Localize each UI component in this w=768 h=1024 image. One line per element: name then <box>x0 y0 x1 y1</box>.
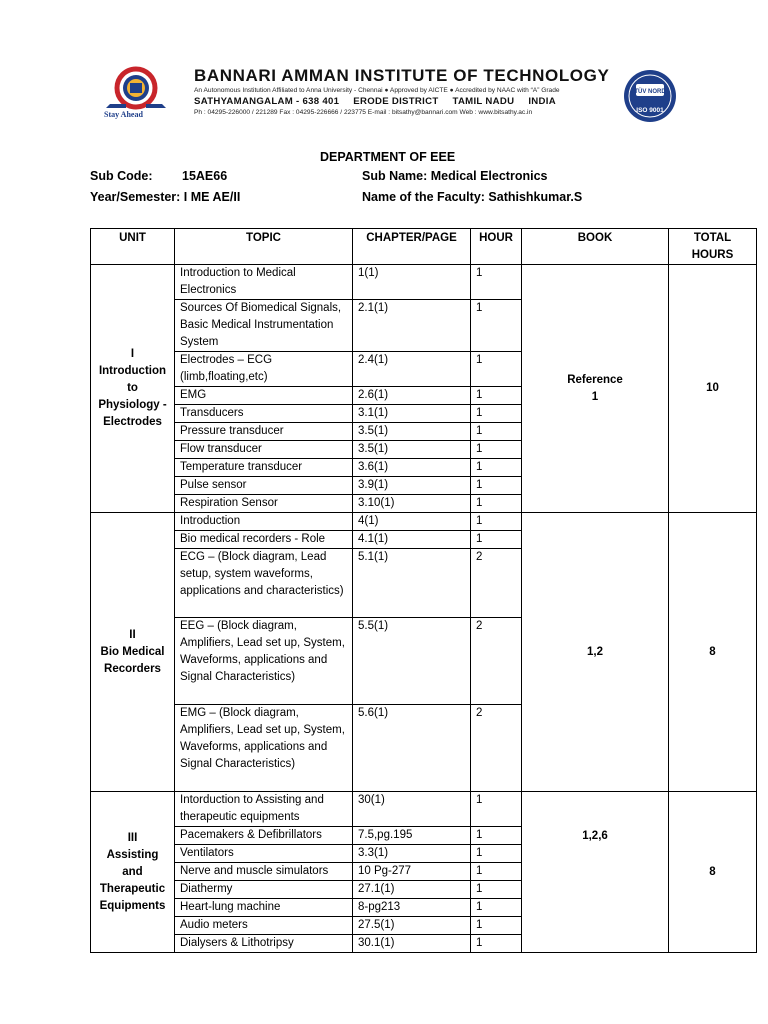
topic-cell: Diathermy <box>175 881 353 899</box>
institute-logo <box>96 64 178 124</box>
book-cell-continued <box>522 881 669 953</box>
topic-cell: Nerve and muscle simulators <box>175 863 353 881</box>
hour-cell: 1 <box>471 441 522 459</box>
unit-title-line: Equipments <box>99 899 166 912</box>
total-hours-cell: 8 <box>669 792 757 953</box>
hour-cell: 1 <box>471 827 522 845</box>
column-header-book: BOOK <box>522 229 669 265</box>
hour-cell: 1 <box>471 792 522 827</box>
faculty-name: Name of the Faculty: Sathishkumar.S <box>362 190 583 204</box>
unit-title-line: Introduction <box>98 365 167 377</box>
chapter-cell: 27.1(1) <box>353 881 471 899</box>
address-district: ERODE DISTRICT <box>353 96 439 107</box>
unit-cell <box>91 265 175 513</box>
chapter-cell: 3.5(1) <box>353 423 471 441</box>
book-line: 1 <box>591 390 599 403</box>
topic-cell: Electrodes – ECG (limb,floating,etc) <box>175 352 353 387</box>
address-town: SATHYAMANGALAM - 638 401 <box>194 96 340 107</box>
topic-cell: Flow transducer <box>175 441 353 459</box>
topic-cell: Ventilators <box>175 845 353 863</box>
topic-cell: Bio medical recorders - Role <box>175 531 353 549</box>
hour-cell: 1 <box>471 845 522 863</box>
chapter-cell: 30(1) <box>353 792 471 827</box>
unit-title-line: Physiology - <box>98 399 167 411</box>
topic-cell: Pulse sensor <box>175 477 353 495</box>
chapter-cell: 5.5(1) <box>353 618 471 705</box>
chapter-cell: 2.1(1) <box>353 300 471 352</box>
hour-cell: 2 <box>471 549 522 618</box>
table-row <box>91 265 757 300</box>
chapter-cell: 2.4(1) <box>353 352 471 387</box>
topic-cell: Transducers <box>175 405 353 423</box>
logo-motto: Stay Ahead <box>104 110 143 119</box>
institution-name: BANNARI AMMAN INSTITUTE OF TECHNOLOGY <box>194 66 610 85</box>
contact-line: Ph : 04295-226000 / 221289 Fax : 04295-226666 / 223775 E-mail : bitsathy@bannari.com Web : www.bitsathy.ac.in <box>194 109 533 116</box>
subject-name: Sub Name: Medical Electronics <box>362 169 548 183</box>
hour-cell: 1 <box>471 477 522 495</box>
sub-code-label: Sub Code: <box>90 169 153 183</box>
hour-cell: 1 <box>471 899 522 917</box>
address-state: TAMIL NADU <box>452 96 515 107</box>
unit-label: III <box>127 831 138 844</box>
book-cell <box>522 265 669 513</box>
unit-title-line: Electrodes <box>103 416 162 428</box>
hour-cell: 1 <box>471 387 522 405</box>
chapter-cell: 7.5,pg.195 <box>353 827 471 845</box>
hour-cell: 1 <box>471 863 522 881</box>
topic-cell: EMG <box>175 387 353 405</box>
topic-cell: ECG – (Block diagram, Lead setup, system waveforms, applications and characteristics) <box>175 549 353 618</box>
chapter-cell: 3.10(1) <box>353 495 471 513</box>
topic-cell: Introduction <box>175 513 353 531</box>
unit-title-line: to <box>127 382 138 394</box>
total-hours-cell: 10 <box>669 265 757 513</box>
column-header-topic: TOPIC <box>175 229 353 265</box>
book-line: Reference <box>567 373 623 386</box>
badge-top-text: TÜV NORD <box>634 89 666 95</box>
chapter-cell: 4.1(1) <box>353 531 471 549</box>
chapter-cell: 5.6(1) <box>353 705 471 792</box>
table-row <box>91 881 757 899</box>
topic-cell: EMG – (Block diagram, Amplifiers, Lead set up, System, Waveforms, applications and Signal Characteristics) <box>175 705 353 792</box>
hour-cell: 2 <box>471 705 522 792</box>
syllabus-table <box>90 228 757 953</box>
hour-cell: 1 <box>471 300 522 352</box>
table-row <box>91 513 757 531</box>
hour-cell: 1 <box>471 265 522 300</box>
affiliation-line: An Autonomous Institution Affiliated to Anna University - Chennai ● Approved by AICTE ● Accredited by NAAC with “A” Grade <box>194 87 560 94</box>
year-semester: Year/Semester: I ME AE/II <box>90 190 241 204</box>
book-cell: 1,2,6 <box>522 792 669 881</box>
hour-cell: 1 <box>471 459 522 477</box>
table-header-row <box>91 229 757 265</box>
badge-bottom-text: ISO 9001 <box>636 107 664 114</box>
hour-cell: 1 <box>471 531 522 549</box>
chapter-cell: 8-pg213 <box>353 899 471 917</box>
chapter-cell: 3.9(1) <box>353 477 471 495</box>
chapter-cell: 4(1) <box>353 513 471 531</box>
letterhead <box>96 64 682 126</box>
unit-cell <box>91 513 175 792</box>
topic-cell: Heart-lung machine <box>175 899 353 917</box>
topic-cell: Pacemakers & Defibrillators <box>175 827 353 845</box>
topic-cell: Respiration Sensor <box>175 495 353 513</box>
topic-cell: Intorduction to Assisting and therapeutic equipments <box>175 792 353 827</box>
chapter-cell: 10 Pg-277 <box>353 863 471 881</box>
hour-cell: 1 <box>471 495 522 513</box>
unit-title-line: Recorders <box>104 662 161 675</box>
hour-cell: 1 <box>471 917 522 935</box>
hour-cell: 1 <box>471 935 522 953</box>
address-country: INDIA <box>528 96 556 107</box>
table-row <box>91 792 757 827</box>
topic-cell: EEG – (Block diagram, Amplifiers, Lead set up, System, Waveforms, applications and Signal Characteristics) <box>175 618 353 705</box>
topic-cell: Pressure transducer <box>175 423 353 441</box>
topic-cell: Audio meters <box>175 917 353 935</box>
unit-label: I <box>130 348 135 360</box>
column-header-hour: HOUR <box>471 229 522 265</box>
topic-cell: Dialysers & Lithotripsy <box>175 935 353 953</box>
book-cell: 1,2 <box>522 513 669 792</box>
column-header-total-hours: TOTAL HOURS <box>669 229 757 265</box>
hour-cell: 1 <box>471 881 522 899</box>
unit-title-line: and <box>122 865 143 878</box>
total-hours-cell: 8 <box>669 513 757 792</box>
chapter-cell: 5.1(1) <box>353 549 471 618</box>
iso-certification-badge <box>622 68 678 124</box>
chapter-cell: 3.5(1) <box>353 441 471 459</box>
topic-cell: Sources Of Biomedical Signals, Basic Medical Instrumentation System <box>175 300 353 352</box>
chapter-cell: 30.1(1) <box>353 935 471 953</box>
chapter-cell: 3.3(1) <box>353 845 471 863</box>
chapter-cell: 3.1(1) <box>353 405 471 423</box>
hour-cell: 2 <box>471 618 522 705</box>
column-header-unit: UNIT <box>91 229 175 265</box>
chapter-cell: 2.6(1) <box>353 387 471 405</box>
unit-cell <box>91 792 175 953</box>
address-line <box>194 96 604 107</box>
chapter-cell: 1(1) <box>353 265 471 300</box>
column-header-chapter: CHAPTER/PAGE <box>353 229 471 265</box>
unit-title-line: Therapeutic <box>99 882 166 895</box>
unit-title-line: Assisting <box>106 848 159 861</box>
topic-cell: Introduction to Medical Electronics <box>175 265 353 300</box>
hour-cell: 1 <box>471 423 522 441</box>
chapter-cell: 27.5(1) <box>353 917 471 935</box>
chapter-cell: 3.6(1) <box>353 459 471 477</box>
hour-cell: 1 <box>471 405 522 423</box>
topic-cell: Temperature transducer <box>175 459 353 477</box>
sub-code-value: 15AE66 <box>182 169 228 183</box>
hour-cell: 1 <box>471 352 522 387</box>
department-title: DEPARTMENT OF EEE <box>320 150 456 164</box>
unit-title-line: Bio Medical <box>100 645 165 658</box>
unit-label: II <box>129 628 136 641</box>
hour-cell: 1 <box>471 513 522 531</box>
